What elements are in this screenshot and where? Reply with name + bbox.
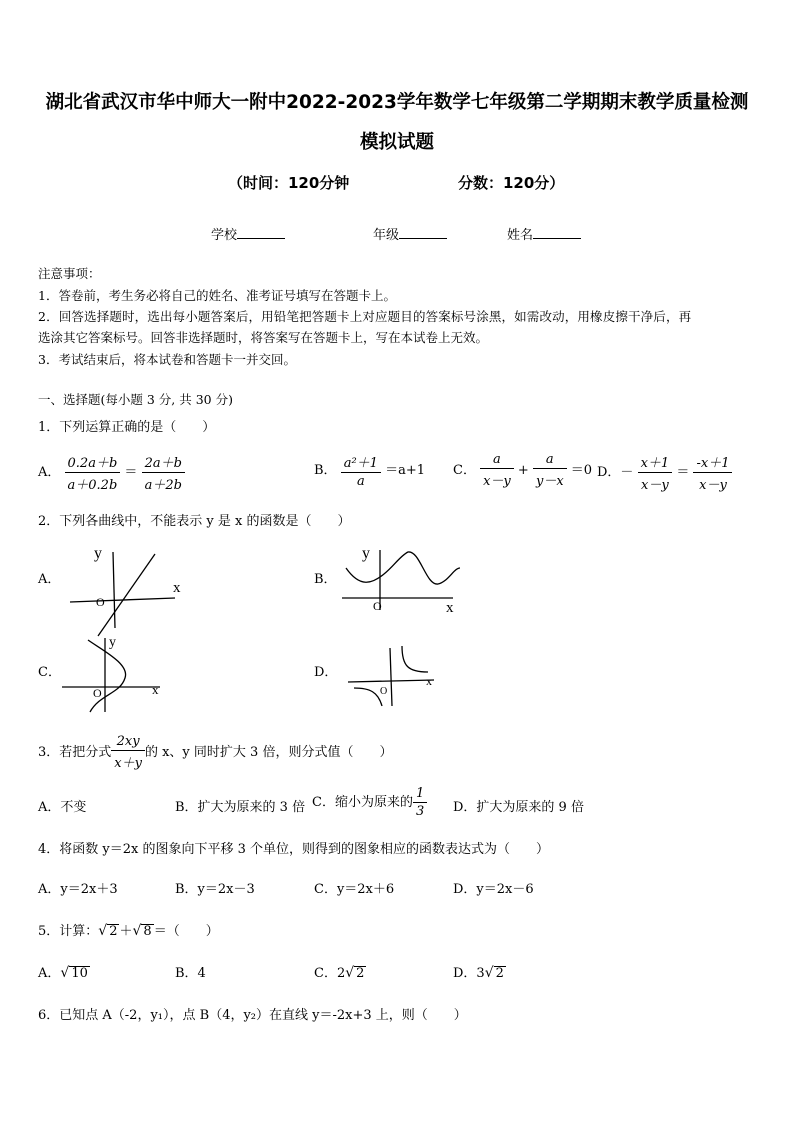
- note-2b: 选涂其它答案标号。回答非选择题时，将答案写在答题卡上，写在本试卷上无效。: [38, 330, 489, 345]
- grade-field: 年级: [373, 224, 447, 243]
- fraction: $\frac{x+1}{x-y}$: [638, 452, 673, 493]
- note-2a: 2．回答选择题时，选出每小题答案后，用铅笔把答题卡上对应题目的答案标号涂黑，如需改动，用橡皮擦干净后，再: [38, 309, 692, 324]
- q4-stem: 4．将函数 y＝2x 的图象向下平移 3 个单位，则得到的图象相应的函数表达式为（ ）: [38, 842, 550, 857]
- q1-option-d: D．－ $\frac{x+1}{x-y}$ ＝ $\frac{-x+1}{x-y}$: [597, 452, 732, 493]
- exam-time: （时间：120分钟: [228, 174, 350, 192]
- q2-stem: 2．下列各曲线中，不能表示 y 是 x 的函数是（ ）: [38, 514, 351, 529]
- exam-score: 分数：120分）: [458, 174, 565, 192]
- q1-option-b: B． $\frac{\text{a²＋1}}{a}$ ＝a+1: [314, 452, 425, 489]
- school-field: 学校: [211, 224, 285, 243]
- svg-text:O: O: [93, 686, 102, 700]
- svg-text:x: x: [152, 682, 159, 697]
- fraction: $\frac{a}{y-x}$: [533, 452, 567, 489]
- q1-option-c: C． $\frac{a}{x-y}$ + $\frac{a}{y-x}$ ＝0: [453, 452, 593, 489]
- page-title-line2: 模拟试题: [359, 132, 434, 153]
- q2-option-b-label: B．: [314, 572, 337, 587]
- q6-stem: 6．已知点 A（-2，y₁），点 B（4，y₂）在直线 y＝-2x+3 上，则（ ）: [38, 1008, 467, 1023]
- svg-text:x: x: [426, 674, 432, 688]
- svg-text:y: y: [94, 545, 102, 562]
- graph-c: [60, 630, 180, 715]
- graph-b: [338, 540, 468, 615]
- notes-heading: 注意事项：: [38, 266, 101, 281]
- svg-text:y: y: [362, 545, 370, 562]
- fraction: $\frac{2xy}{x+y}$: [111, 734, 145, 771]
- graph-d: [344, 640, 444, 710]
- q3-option-d: D．扩大为原来的 9 倍: [453, 800, 584, 815]
- graph-a: [60, 540, 190, 640]
- svg-text:x: x: [446, 600, 454, 616]
- name-field: 姓名: [507, 224, 581, 243]
- note-1: 1．答卷前，考生务必将自己的姓名、准考证号填写在答题卡上。: [38, 288, 396, 303]
- q5-stem: 5．计算：√ 2 ＋√ 8 ＝（ ）: [38, 923, 219, 939]
- q3-stem: 3．若把分式 $\frac{2xy}{x+y}$ 的 x、y 同时扩大 3 倍，则分式值（ ）: [38, 734, 393, 771]
- svg-text:y: y: [109, 635, 116, 650]
- note-3: 3．考试结束后，将本试卷和答题卡一并交回。: [38, 352, 296, 367]
- fraction: $\frac{a}{x-y}$: [480, 452, 514, 489]
- fraction: $\frac{1}{3}$: [413, 786, 427, 819]
- q3-option-c: C．缩小为原来的 $\frac{1}{3}$: [312, 786, 427, 819]
- fraction: $\frac{2a+b}{a+2b}$: [142, 452, 185, 493]
- q3-option-b: B．扩大为原来的 3 倍: [175, 800, 306, 815]
- q4-option-b: B．y＝2x－3: [175, 882, 255, 897]
- q5-option-b: B．4: [175, 966, 206, 981]
- q4-option-c: C．y＝2x＋6: [314, 882, 395, 897]
- q5-option-a: A．√ 10: [38, 965, 88, 981]
- q5-option-c: C．2√ 2: [314, 965, 365, 981]
- q5-option-d: D．3√ 2: [453, 965, 504, 981]
- q3-option-a: A．不变: [38, 800, 87, 815]
- page-title-line1: 湖北省武汉市华中师大一附中2022-2023学年数学七年级第二学期期末教学质量检测: [45, 92, 749, 113]
- svg-text:O: O: [373, 599, 382, 613]
- q2-option-d-label: D．: [314, 665, 338, 680]
- q2-option-c-label: C．: [38, 665, 61, 680]
- svg-text:O: O: [380, 686, 388, 697]
- q4-option-a: A．y＝2x＋3: [38, 882, 118, 897]
- svg-text:x: x: [173, 580, 181, 596]
- fraction: $\frac{-x+1}{x-y}$: [693, 452, 732, 493]
- section-heading: 一、选择题(每小题 3 分, 共 30 分): [38, 392, 233, 407]
- svg-text:O: O: [96, 595, 105, 609]
- q2-option-a-label: A．: [38, 572, 61, 587]
- fraction: $\frac{0.2a+b}{a+0.2b}$: [65, 452, 121, 493]
- fraction: $\frac{\text{a²＋1}}{a}$: [341, 452, 381, 489]
- q1-stem: 1．下列运算正确的是（ ）: [38, 420, 216, 435]
- q4-option-d: D．y＝2x－6: [453, 882, 534, 897]
- q1-option-a: A． $\frac{0.2a+b}{a+0.2b}$ ＝ $\frac{2a+b}{a+2b}$: [38, 452, 185, 493]
